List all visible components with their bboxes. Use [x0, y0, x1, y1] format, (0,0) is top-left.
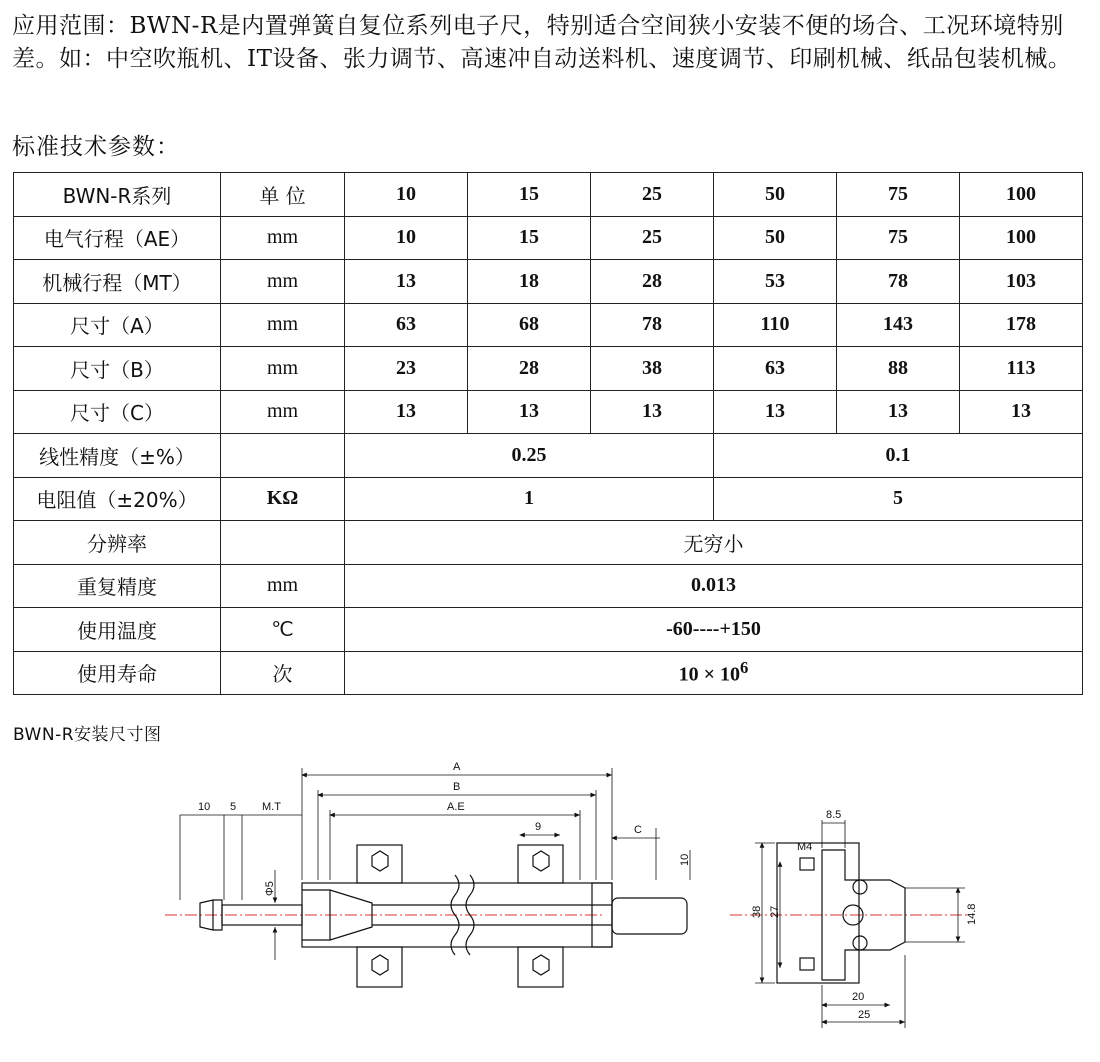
row-label: 机械行程（MT）	[14, 260, 221, 304]
dim-C: C	[634, 824, 642, 836]
dim-25: 25	[858, 1009, 871, 1021]
cell-value: 50	[714, 216, 837, 260]
cell-value: 25	[591, 216, 714, 260]
dim-B: B	[453, 781, 461, 793]
cell-value: 78	[837, 260, 960, 304]
row-label: 尺寸（C）	[14, 390, 221, 434]
row-unit	[221, 521, 345, 565]
row-unit: ℃	[221, 608, 345, 652]
cell-value: 113	[960, 347, 1083, 391]
cell-value: 110	[714, 303, 837, 347]
end-view-screw	[853, 880, 867, 894]
cell-value: 0.25	[345, 434, 714, 478]
drawing-title: BWN-R安装尺寸图	[13, 725, 162, 745]
spec-table	[13, 172, 1083, 695]
row-label: 电阻值（±20%）	[14, 477, 221, 521]
intro-paragraph: 应用范围：BWN-R是内置弹簧自复位系列电子尺，特别适合空间狭小安装不便的场合、工况环境特别差。如：中空吹瓶机、IT设备、张力调节、高速冲自动送料机、速度调节、印刷机械、纸品包装机械。	[12, 13, 1072, 72]
installation-drawing	[0, 740, 1100, 1062]
cell-value: 28	[468, 347, 591, 391]
dim-38: 38	[751, 905, 763, 918]
cell-value: 28	[591, 260, 714, 304]
row-unit: KΩ	[221, 477, 345, 521]
cell-value	[345, 651, 1083, 695]
cell-value: 13	[714, 390, 837, 434]
cell-value: 13	[591, 390, 714, 434]
cell-value: 13	[468, 390, 591, 434]
table-row-resolution	[14, 521, 1083, 565]
cell-value: 13	[345, 390, 468, 434]
header-model: 100	[960, 173, 1083, 217]
header-model: 25	[591, 173, 714, 217]
cell-value: 0.1	[714, 434, 1083, 478]
table-header-row	[14, 173, 1083, 217]
dim-27: 27	[769, 905, 781, 918]
header-model: 50	[714, 173, 837, 217]
end-view-screw	[853, 936, 867, 950]
row-unit: mm	[221, 390, 345, 434]
mounting-clamp	[357, 947, 402, 987]
cell-value: 5	[714, 477, 1083, 521]
header-model: 75	[837, 173, 960, 217]
table-row	[14, 390, 1083, 434]
dim-M4: M4	[797, 841, 813, 853]
header-model: 10	[345, 173, 468, 217]
row-label: 尺寸（B）	[14, 347, 221, 391]
dim-14.8: 14.8	[966, 903, 978, 925]
row-unit: mm	[221, 216, 345, 260]
row-label: 重复精度	[14, 564, 221, 608]
dim-8.5: 8.5	[826, 809, 842, 821]
cell-value: 103	[960, 260, 1083, 304]
cell-value: 53	[714, 260, 837, 304]
header-unit: 单 位	[221, 173, 345, 217]
cell-value: 0.013	[345, 564, 1083, 608]
row-label: 线性精度（±%）	[14, 434, 221, 478]
cell-value: 75	[837, 216, 960, 260]
table-row-linearity	[14, 434, 1083, 478]
cell-value: 63	[714, 347, 837, 391]
cable-gland	[612, 898, 687, 934]
mounting-clamp	[518, 947, 563, 987]
dim-MT: M.T	[262, 801, 281, 813]
table-row	[14, 216, 1083, 260]
header-model: 15	[468, 173, 591, 217]
cell-value: 1	[345, 477, 714, 521]
cell-value: 178	[960, 303, 1083, 347]
dim-A: A	[453, 761, 461, 773]
cell-value: 143	[837, 303, 960, 347]
dim-5: 5	[230, 801, 237, 813]
dim-10-vertical: 10	[679, 853, 691, 866]
row-unit: mm	[221, 303, 345, 347]
row-label: 使用温度	[14, 608, 221, 652]
row-unit: mm	[221, 347, 345, 391]
cell-value: 38	[591, 347, 714, 391]
cell-value: 63	[345, 303, 468, 347]
lifespan-base: 10 × 10	[678, 664, 741, 687]
cell-value: 18	[468, 260, 591, 304]
lifespan-exponent: 6	[740, 658, 749, 678]
row-label: 分辨率	[14, 521, 221, 565]
cell-value: -60----+150	[345, 608, 1083, 652]
cell-value: 78	[591, 303, 714, 347]
row-label: 电气行程（AE）	[14, 216, 221, 260]
cell-value: 无穷小	[345, 521, 1083, 565]
end-view-body	[777, 843, 859, 983]
cell-value: 15	[468, 216, 591, 260]
row-unit: 次	[221, 651, 345, 695]
cell-value: 10	[345, 216, 468, 260]
cell-value: 68	[468, 303, 591, 347]
cell-value: 100	[960, 216, 1083, 260]
table-row-temperature	[14, 608, 1083, 652]
table-row	[14, 260, 1083, 304]
dim-10: 10	[198, 801, 211, 813]
cell-value: 13	[345, 260, 468, 304]
table-row-lifespan	[14, 651, 1083, 695]
cell-value: 13	[837, 390, 960, 434]
row-unit	[221, 434, 345, 478]
row-label: 尺寸（A）	[14, 303, 221, 347]
spec-subtitle: 标准技术参数：	[12, 134, 180, 160]
dim-20: 20	[852, 991, 865, 1003]
table-row	[14, 303, 1083, 347]
cell-value: 13	[960, 390, 1083, 434]
dim-phi5: Φ5	[264, 881, 276, 896]
row-unit: mm	[221, 564, 345, 608]
row-label: 使用寿命	[14, 651, 221, 695]
table-row-resistance	[14, 477, 1083, 521]
cell-value: 23	[345, 347, 468, 391]
dim-9: 9	[535, 821, 542, 833]
table-row-repeatability	[14, 564, 1083, 608]
table-row	[14, 347, 1083, 391]
cell-value: 88	[837, 347, 960, 391]
dim-AE: A.E	[447, 801, 465, 813]
header-series: BWN-R系列	[14, 173, 221, 217]
row-unit: mm	[221, 260, 345, 304]
